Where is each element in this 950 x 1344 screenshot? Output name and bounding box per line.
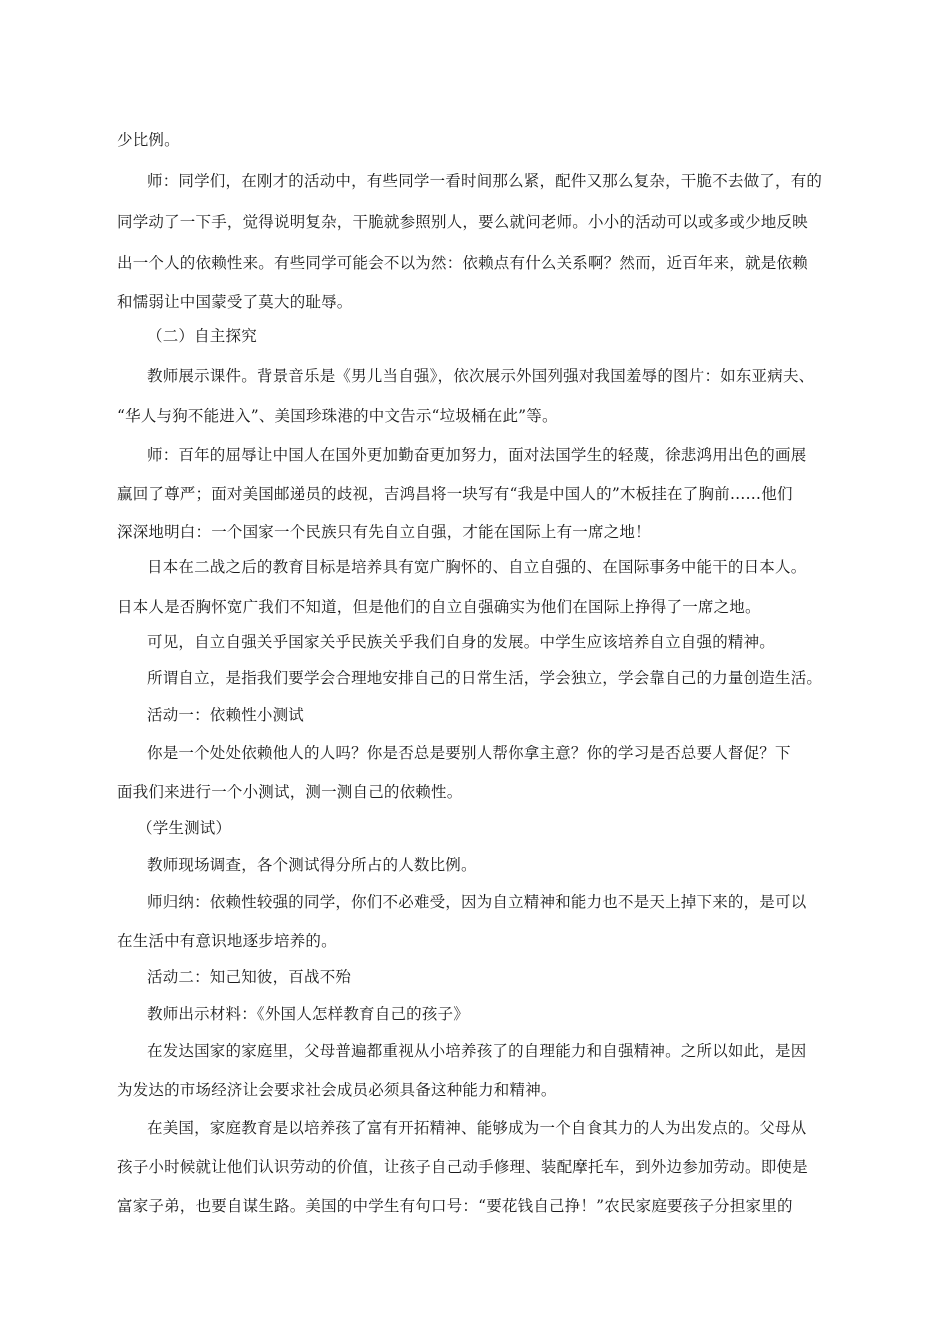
text-line: 同学动了一下手，觉得说明复杂，干脆就参照别人，要么就问老师。小小的活动可以或多或少地反映 — [117, 213, 808, 231]
text-line: 日本人是否胸怀宽广我们不知道，但是他们的自立自强确实为他们在国际上挣得了一席之地。 — [117, 598, 761, 616]
text-line: 在发达国家的家庭里，父母普遍都重视从小培养孩了的自理能力和自强精神。之所以如此，是因 — [147, 1042, 807, 1060]
text-line: “华人与狗不能进入”、美国珍珠港的中文告示“垃圾桶在此”等。 — [117, 407, 558, 425]
text-line: 在美国，家庭教育是以培养孩了富有开拓精神、能够成为一个自食其力的人为出发点的。父母从 — [147, 1119, 807, 1137]
text-line: 赢回了尊严；面对美国邮递员的歧视，吉鸿昌将一块写有“我是中国人的”木板挂在了胸前……他们 — [117, 485, 793, 503]
text-line: 可见，自立自强关乎国家关乎民族关乎我们自身的发展。中学生应该培养自立自强的精神。 — [147, 633, 776, 651]
section-heading: （二）自主探究 — [147, 327, 257, 345]
text-line: 富家子弟，也要自谋生路。美国的中学生有句口号：“要花钱自己挣！”农民家庭要孩子分担家里的 — [117, 1197, 793, 1215]
text-line: 为发达的市场经济让会要求社会成员必须具备这种能力和精神。 — [117, 1081, 557, 1099]
text-line: 师：百年的屈辱让中国人在国外更加勤奋更加努力，面对法国学生的轻蔑，徐悲鸿用出色的画展 — [147, 446, 807, 464]
text-line: 日本在二战之后的教育目标是培养具有宽广胸怀的、自立自强的、在国际事务中能干的日本人。 — [147, 558, 807, 576]
text-line: 深深地明白：一个国家一个民族只有先自立自强，才能在国际上有一席之地！ — [117, 523, 651, 541]
text-line: 师归纳：依赖性较强的同学，你们不必难受，因为自立精神和能力也不是天上掉下来的，是可以 — [147, 893, 807, 911]
text-line: 在生活中有意识地逐步培养的。 — [117, 932, 337, 950]
activity-heading: 活动二：知己知彼，百战不殆 — [147, 968, 352, 986]
activity-heading: 活动一：依赖性小测试 — [147, 706, 305, 724]
text-line: （学生测试） — [137, 819, 232, 837]
text-line: 少比例。 — [117, 131, 180, 149]
text-line: 教师展示课件。背景音乐是《男儿当自强》，依次展示外国列强对我国羞辱的图片：如东亚病夫、 — [147, 367, 815, 385]
text-line: 教师出示材料：《外国人怎样教育自己的孩子》 — [147, 1005, 469, 1023]
text-line: 出一个人的依赖性来。有些同学可能会不以为然：依赖点有什么关系啊？然而，近百年来，就是依赖 — [117, 254, 808, 272]
text-line: 教师现场调查，各个测试得分所占的人数比例。 — [147, 856, 477, 874]
text-line: 和懦弱让中国蒙受了莫大的耻辱。 — [117, 293, 353, 311]
text-line: 孩子小时候就让他们认识劳动的价值，让孩子自己动手修理、装配摩托车，到外边参加劳动。即使是 — [117, 1158, 808, 1176]
text-line: 师：同学们，在刚才的活动中，有些同学一看时间那么紧，配件又那么复杂，干脆不去做了，有的 — [147, 172, 823, 190]
text-line: 所谓自立，是指我们要学会合理地安排自己的日常生活，学会独立，学会靠自己的力量创造生活。 — [147, 669, 823, 687]
text-line: 你是一个处处依赖他人的人吗？你是否总是要别人帮你拿主意？你的学习是否总要人督促？下 — [147, 744, 791, 762]
text-line: 面我们来进行一个小测试，测一测自己的依赖性。 — [117, 783, 463, 801]
